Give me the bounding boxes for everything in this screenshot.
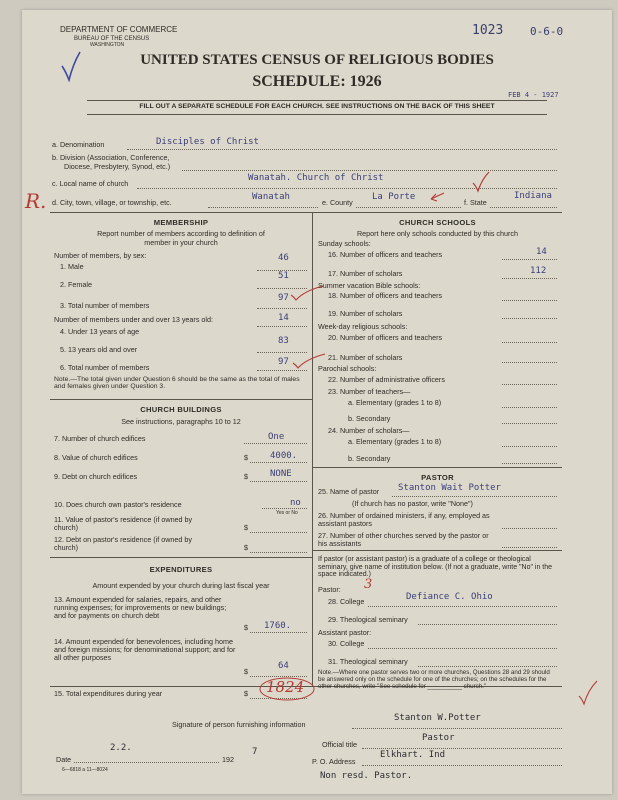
serial-number: 1023	[472, 23, 504, 38]
q12-line[interactable]	[250, 552, 307, 553]
section-rule	[50, 212, 562, 213]
city-line	[208, 207, 318, 208]
q24b-label: b. Secondary	[348, 454, 391, 463]
q20-label: 20. Number of officers and teachers	[328, 333, 443, 342]
q21-line[interactable]	[502, 362, 557, 363]
q10-label: 10. Does church own pastor's residence	[54, 500, 182, 509]
year-value[interactable]: 7	[252, 747, 258, 757]
church-name-line	[137, 188, 557, 189]
section-rule	[313, 550, 562, 551]
q31-label: 31. Theological seminary	[328, 657, 408, 666]
extra-note: Non resd. Pastor.	[320, 771, 413, 781]
division-label-2: Diocese, Presbytery, Synod, etc.)	[64, 162, 171, 171]
total3-label: 3. Total number of members	[60, 301, 150, 310]
q26-line[interactable]	[502, 528, 557, 529]
year-prefix: 192	[222, 755, 234, 764]
q10-value[interactable]: no	[290, 498, 301, 508]
q23-label: 23. Number of teachers—	[328, 387, 411, 396]
official-title-line	[362, 748, 562, 749]
margin-number: 3	[364, 577, 373, 592]
q23a-line[interactable]	[502, 407, 557, 408]
q28-label: 28. College	[328, 597, 365, 606]
expenditures-sub: Amount expended by your church during last fiscal year	[92, 581, 270, 590]
q16-value[interactable]: 14	[536, 247, 547, 257]
q8-dollar: $	[244, 453, 248, 462]
margin-mark: R.	[25, 189, 47, 213]
department-label: DEPARTMENT OF COMMERCE	[60, 25, 178, 34]
q31-line[interactable]	[418, 666, 557, 667]
q9-dollar: $	[244, 472, 248, 481]
header-rule	[87, 100, 547, 101]
q8-line	[250, 462, 307, 463]
q8-value[interactable]: 4000.	[270, 451, 298, 461]
total6-value[interactable]: 97	[278, 357, 289, 367]
q25-note: (If church has no pastor, write "None")	[352, 499, 473, 508]
denomination-value[interactable]: Disciples of Christ	[156, 137, 259, 147]
q13-label: 13. Amount expended for salaries, repairs, and other running expenses; for improvements or new buildings; and for payments on church debt	[54, 595, 227, 620]
q24b-line[interactable]	[502, 463, 557, 464]
parochial-head: Parochial schools:	[318, 364, 377, 373]
q17-value[interactable]: 112	[530, 266, 547, 276]
date-label: Date	[56, 755, 72, 764]
denomination-line	[127, 149, 557, 150]
circle-mark-icon	[258, 676, 316, 702]
po-address-line	[362, 765, 562, 766]
q14-dollar: $	[244, 667, 248, 676]
q15-dollar: $	[244, 689, 248, 698]
q27-label: 27. Number of other churches served by the pastor or his assistants	[318, 531, 489, 548]
q10-line	[262, 508, 307, 509]
q27-line[interactable]	[502, 547, 557, 548]
division-label-1: b. Division (Association, Conference,	[52, 153, 170, 162]
q13-dollar: $	[244, 623, 248, 632]
female-label: 2. Female	[60, 280, 92, 289]
yes-no-hint: Yes or No	[276, 510, 298, 516]
signature-line	[352, 728, 562, 729]
date-value[interactable]: 2.2.	[110, 743, 132, 753]
membership-title: MEMBERSHIP	[153, 218, 209, 227]
form-title: UNITED STATES CENSUS OF RELIGIOUS BODIES	[140, 52, 494, 68]
county-line	[356, 207, 461, 208]
q19-line[interactable]	[502, 318, 557, 319]
denomination-label: a. Denomination	[52, 140, 105, 149]
weekday-head: Week-day religious schools:	[318, 322, 408, 331]
q11-dollar: $	[244, 523, 248, 532]
church-name-value[interactable]: Wanatah. Church of Christ	[248, 173, 384, 183]
q9-label: 9. Debt on church edifices	[54, 472, 138, 481]
classification-code: 0-6-0	[530, 25, 564, 38]
q13-line	[250, 632, 307, 633]
total6-line	[257, 370, 307, 371]
membership-note: Note.—The total given under Question 6 should be the same as the total of males and females given under Question 3.	[54, 376, 300, 391]
q23a-label: a. Elementary (grades 1 to 8)	[348, 398, 442, 407]
pastor-title: PASTOR	[421, 473, 454, 482]
q11-label: 11. Value of pastor's residence (if owned by church)	[54, 515, 193, 532]
official-title-label: Official title	[322, 740, 358, 749]
q22-line[interactable]	[502, 384, 557, 385]
membership-note-1: Report number of members according to definition of	[97, 229, 265, 238]
q30-line[interactable]	[368, 648, 557, 649]
graduate-note: If pastor (or assistant pastor) is a graduate of a college or theological seminary, give name of institution below. (If not a graduate, write "No" in the space indicated.)	[318, 556, 553, 579]
q15-value[interactable]: 1824	[266, 678, 305, 696]
members-by-sex-label: Number of members, by sex:	[54, 251, 147, 260]
county-value[interactable]: La Porte	[372, 192, 416, 202]
q22-label: 22. Number of administrative officers	[328, 375, 445, 384]
section-rule	[50, 399, 312, 400]
division-line[interactable]	[182, 170, 557, 171]
section-rule	[50, 557, 312, 558]
instruction-line: FILL OUT A SEPARATE SCHEDULE FOR EACH CHURCH. SEE INSTRUCTIONS ON THE BACK OF THIS SHEET	[139, 103, 495, 110]
q29-line[interactable]	[418, 624, 557, 625]
q23b-line[interactable]	[502, 423, 557, 424]
total6-label: 6. Total number of members	[60, 363, 150, 372]
po-address-label: P. O. Address	[312, 757, 356, 766]
q15-label: 15. Total expenditures during year	[54, 689, 163, 698]
arrow-icon	[427, 191, 445, 203]
date-line	[74, 762, 219, 763]
q25-value[interactable]: Stanton Wait Potter	[398, 483, 501, 493]
q8-label: 8. Value of church edifices	[54, 453, 138, 462]
q21-label: 21. Number of scholars	[328, 353, 403, 362]
q17-line	[502, 278, 557, 279]
city-value[interactable]: Wanatah	[252, 192, 290, 202]
under13-label: 4. Under 13 years of age	[60, 327, 140, 336]
under13-line	[257, 326, 307, 327]
form-code: 6—6818 a 11—8024	[62, 767, 108, 773]
check-mark-icon	[472, 171, 490, 193]
pastor-head: Pastor:	[318, 585, 341, 594]
received-stamp: FEB 4 - 1927	[508, 91, 559, 99]
age-value[interactable]: 14	[278, 313, 289, 323]
q14-value[interactable]: 64	[278, 661, 289, 671]
q7-line	[244, 443, 307, 444]
q24-label: 24. Number of scholars—	[328, 426, 410, 435]
q25-label: 25. Name of pastor	[318, 487, 380, 496]
church-name-label: c. Local name of church	[52, 179, 129, 188]
q25-line	[392, 496, 557, 497]
q19-label: 19. Number of scholars	[328, 309, 403, 318]
q17-label: 17. Number of scholars	[328, 269, 403, 278]
signature-label: Signature of person furnishing information	[172, 720, 306, 729]
age-label: Number of members under and over 13 years old:	[54, 315, 214, 324]
check-mark-icon	[578, 680, 598, 706]
buildings-sub: See instructions, paragraphs 10 to 12	[121, 417, 241, 426]
total3-value[interactable]: 97	[278, 293, 289, 303]
q7-label: 7. Number of church edifices	[54, 434, 146, 443]
q9-line	[250, 481, 307, 482]
official-title-value[interactable]: Pastor	[422, 733, 455, 743]
summer-head: Summer vacation Bible schools:	[318, 281, 421, 290]
header-rule-2	[87, 114, 547, 115]
schools-sub: Report here only schools conducted by this church	[356, 229, 518, 238]
q14-label: 14. Amount expended for benevolences, including home and foreign missions; for denominational support; and for all other purposes	[54, 637, 236, 662]
q12-label: 12. Debt on pastor's residence (if owned by church)	[54, 535, 193, 552]
county-label: e. County	[322, 198, 353, 207]
po-address-value[interactable]: Elkhart. Ind	[380, 750, 446, 760]
membership-note-2: member in your church	[144, 238, 218, 247]
census-schedule-sheet	[22, 10, 612, 794]
buildings-title: CHURCH BUILDINGS	[140, 405, 222, 414]
q18-line[interactable]	[502, 300, 557, 301]
q20-line[interactable]	[502, 342, 557, 343]
city-label: d. City, town, village, or township, etc.	[52, 198, 172, 207]
q7-value[interactable]: One	[268, 432, 285, 442]
q11-line[interactable]	[250, 532, 307, 533]
q24a-line[interactable]	[502, 446, 557, 447]
q9-value[interactable]: NONE	[270, 469, 292, 479]
bureau-label: BUREAU OF THE CENSUS	[74, 36, 150, 42]
pastor-note: Note.—Where one pastor serves two or more churches, Questions 28 and 29 should be answered only on the schedule for one of the churches; on the schedules for the other churches, write "See schedule for __________ church."	[318, 669, 550, 690]
city-label: WASHINGTON	[90, 42, 125, 48]
over13-value[interactable]: 83	[278, 336, 289, 346]
female-value[interactable]: 51	[278, 271, 289, 281]
state-value[interactable]: Indiana	[514, 191, 552, 201]
schools-title: CHURCH SCHOOLS	[399, 218, 476, 227]
state-label: f. State	[464, 198, 487, 207]
q18-label: 18. Number of officers and teachers	[328, 291, 443, 300]
column-divider	[312, 212, 313, 686]
q26-label: 26. Number of ordained ministers, if any, employed as assistant pastors	[318, 511, 490, 528]
q23b-label: b. Secondary	[348, 414, 391, 423]
sunday-head: Sunday schools:	[318, 239, 371, 248]
section-rule	[313, 467, 562, 468]
assistant-head: Assistant pastor:	[318, 628, 372, 637]
over13-label: 5. 13 years old and over	[60, 345, 138, 354]
total3-line	[257, 308, 307, 309]
q16-line	[502, 259, 557, 260]
signature-value[interactable]: Stanton W.Potter	[394, 713, 481, 723]
form-subtitle: SCHEDULE: 1926	[252, 73, 382, 90]
q24a-label: a. Elementary (grades 1 to 8)	[348, 437, 442, 446]
q12-dollar: $	[244, 543, 248, 552]
q16-label: 16. Number of officers and teachers	[328, 250, 443, 259]
state-line	[490, 207, 557, 208]
q29-label: 29. Theological seminary	[328, 615, 408, 624]
male-label: 1. Male	[60, 262, 84, 271]
male-value[interactable]: 46	[278, 253, 289, 263]
q28-line	[368, 606, 557, 607]
q13-value[interactable]: 1760.	[264, 621, 292, 631]
q30-label: 30. College	[328, 639, 365, 648]
expenditures-title: EXPENDITURES	[149, 565, 213, 574]
q28-value[interactable]: Defiance C. Ohio	[406, 592, 493, 602]
